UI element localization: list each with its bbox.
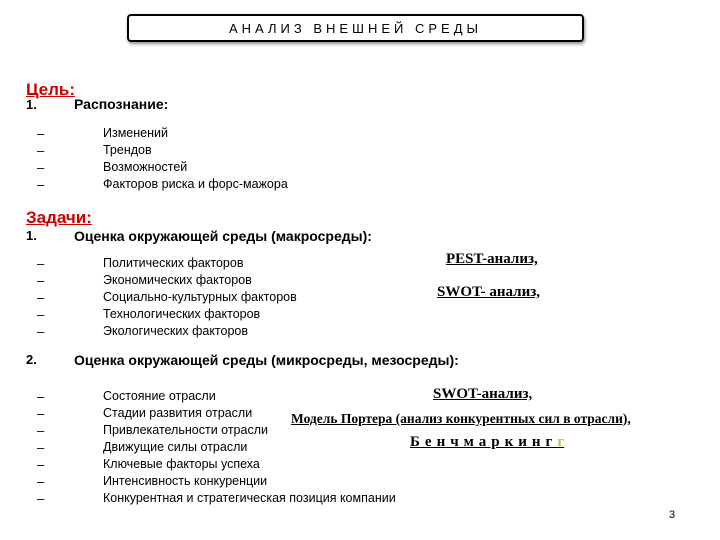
task1-dash-2: – <box>37 273 45 288</box>
task2-list-item: Движущие силы отрасли <box>103 440 248 454</box>
goal-dash-4: – <box>37 177 45 192</box>
task2-list-item: Конкурентная и стратегическая позиция компании <box>103 491 396 505</box>
goal-dash-1: – <box>37 126 45 141</box>
task2-list-item: Состояние отрасли <box>103 389 216 403</box>
slide-title: АНАЛИЗ ВНЕШНЕЙ СРЕДЫ <box>228 20 483 36</box>
goal-dash-3: – <box>37 160 45 175</box>
task2-list-item: Ключевые факторы успеха <box>103 457 260 471</box>
title-box <box>127 14 584 42</box>
task1-list-item: Экологических факторов <box>103 324 249 338</box>
page-number: 3 <box>669 509 676 521</box>
benchmarking-label <box>410 434 564 451</box>
goal-list-item: Факторов риска и форс-мажора <box>103 177 288 191</box>
task2-number: 2. <box>26 352 37 367</box>
task1-list-item: Технологических факторов <box>103 307 261 321</box>
goal-list-item: Возможностей <box>103 160 188 174</box>
task1-dash-4: – <box>37 307 45 322</box>
tasks-heading: Задачи: <box>26 208 92 227</box>
task2-dash-3: – <box>37 423 45 438</box>
goal-dash-2: – <box>37 143 45 158</box>
swot-analysis-label-2: SWOT-анализ, <box>433 386 533 402</box>
goal-list-item: Изменений <box>103 126 168 140</box>
task1-title: Оценка окружающей среды (макросреды): <box>74 228 372 244</box>
task2-dash-4: – <box>37 440 45 455</box>
task2-list-item: Интенсивность конкуренции <box>103 474 268 488</box>
porter-model-label: Модель Портера (анализ конкурентных сил в отрасли), <box>291 411 631 426</box>
task2-list-item: Стадии развития отрасли <box>103 406 253 420</box>
task2-dash-2: – <box>37 406 45 421</box>
benchmarking-text: Бенчмаркинг <box>410 434 558 450</box>
task1-list-item: Социально-культурных факторов <box>103 290 297 304</box>
goal-item-title: Распознание: <box>74 96 169 112</box>
task2-dash-6: – <box>37 474 45 489</box>
task2-dash-5: – <box>37 457 45 472</box>
task2-dash-1: – <box>37 389 45 404</box>
task1-number: 1. <box>26 228 37 243</box>
task2-title: Оценка окружающей среды (микросреды, мезосреды): <box>74 352 459 368</box>
task1-dash-3: – <box>37 290 45 305</box>
task1-list-item: Экономических факторов <box>103 273 252 287</box>
task1-dash-5: – <box>37 324 45 339</box>
goal-list-item: Трендов <box>103 143 152 157</box>
goal-item-number: 1. <box>26 97 37 112</box>
benchmarking-suffix: г <box>557 434 565 450</box>
pest-analysis-label: PEST-анализ, <box>446 251 538 267</box>
task2-list-item: Привлекательности отрасли <box>103 423 268 437</box>
swot-analysis-label: SWOT- анализ, <box>437 284 540 300</box>
task1-list-item: Политических факторов <box>103 256 244 270</box>
task2-dash-7: – <box>37 491 45 506</box>
task1-dash-1: – <box>37 256 45 271</box>
goal-heading: Цель: <box>26 80 75 99</box>
